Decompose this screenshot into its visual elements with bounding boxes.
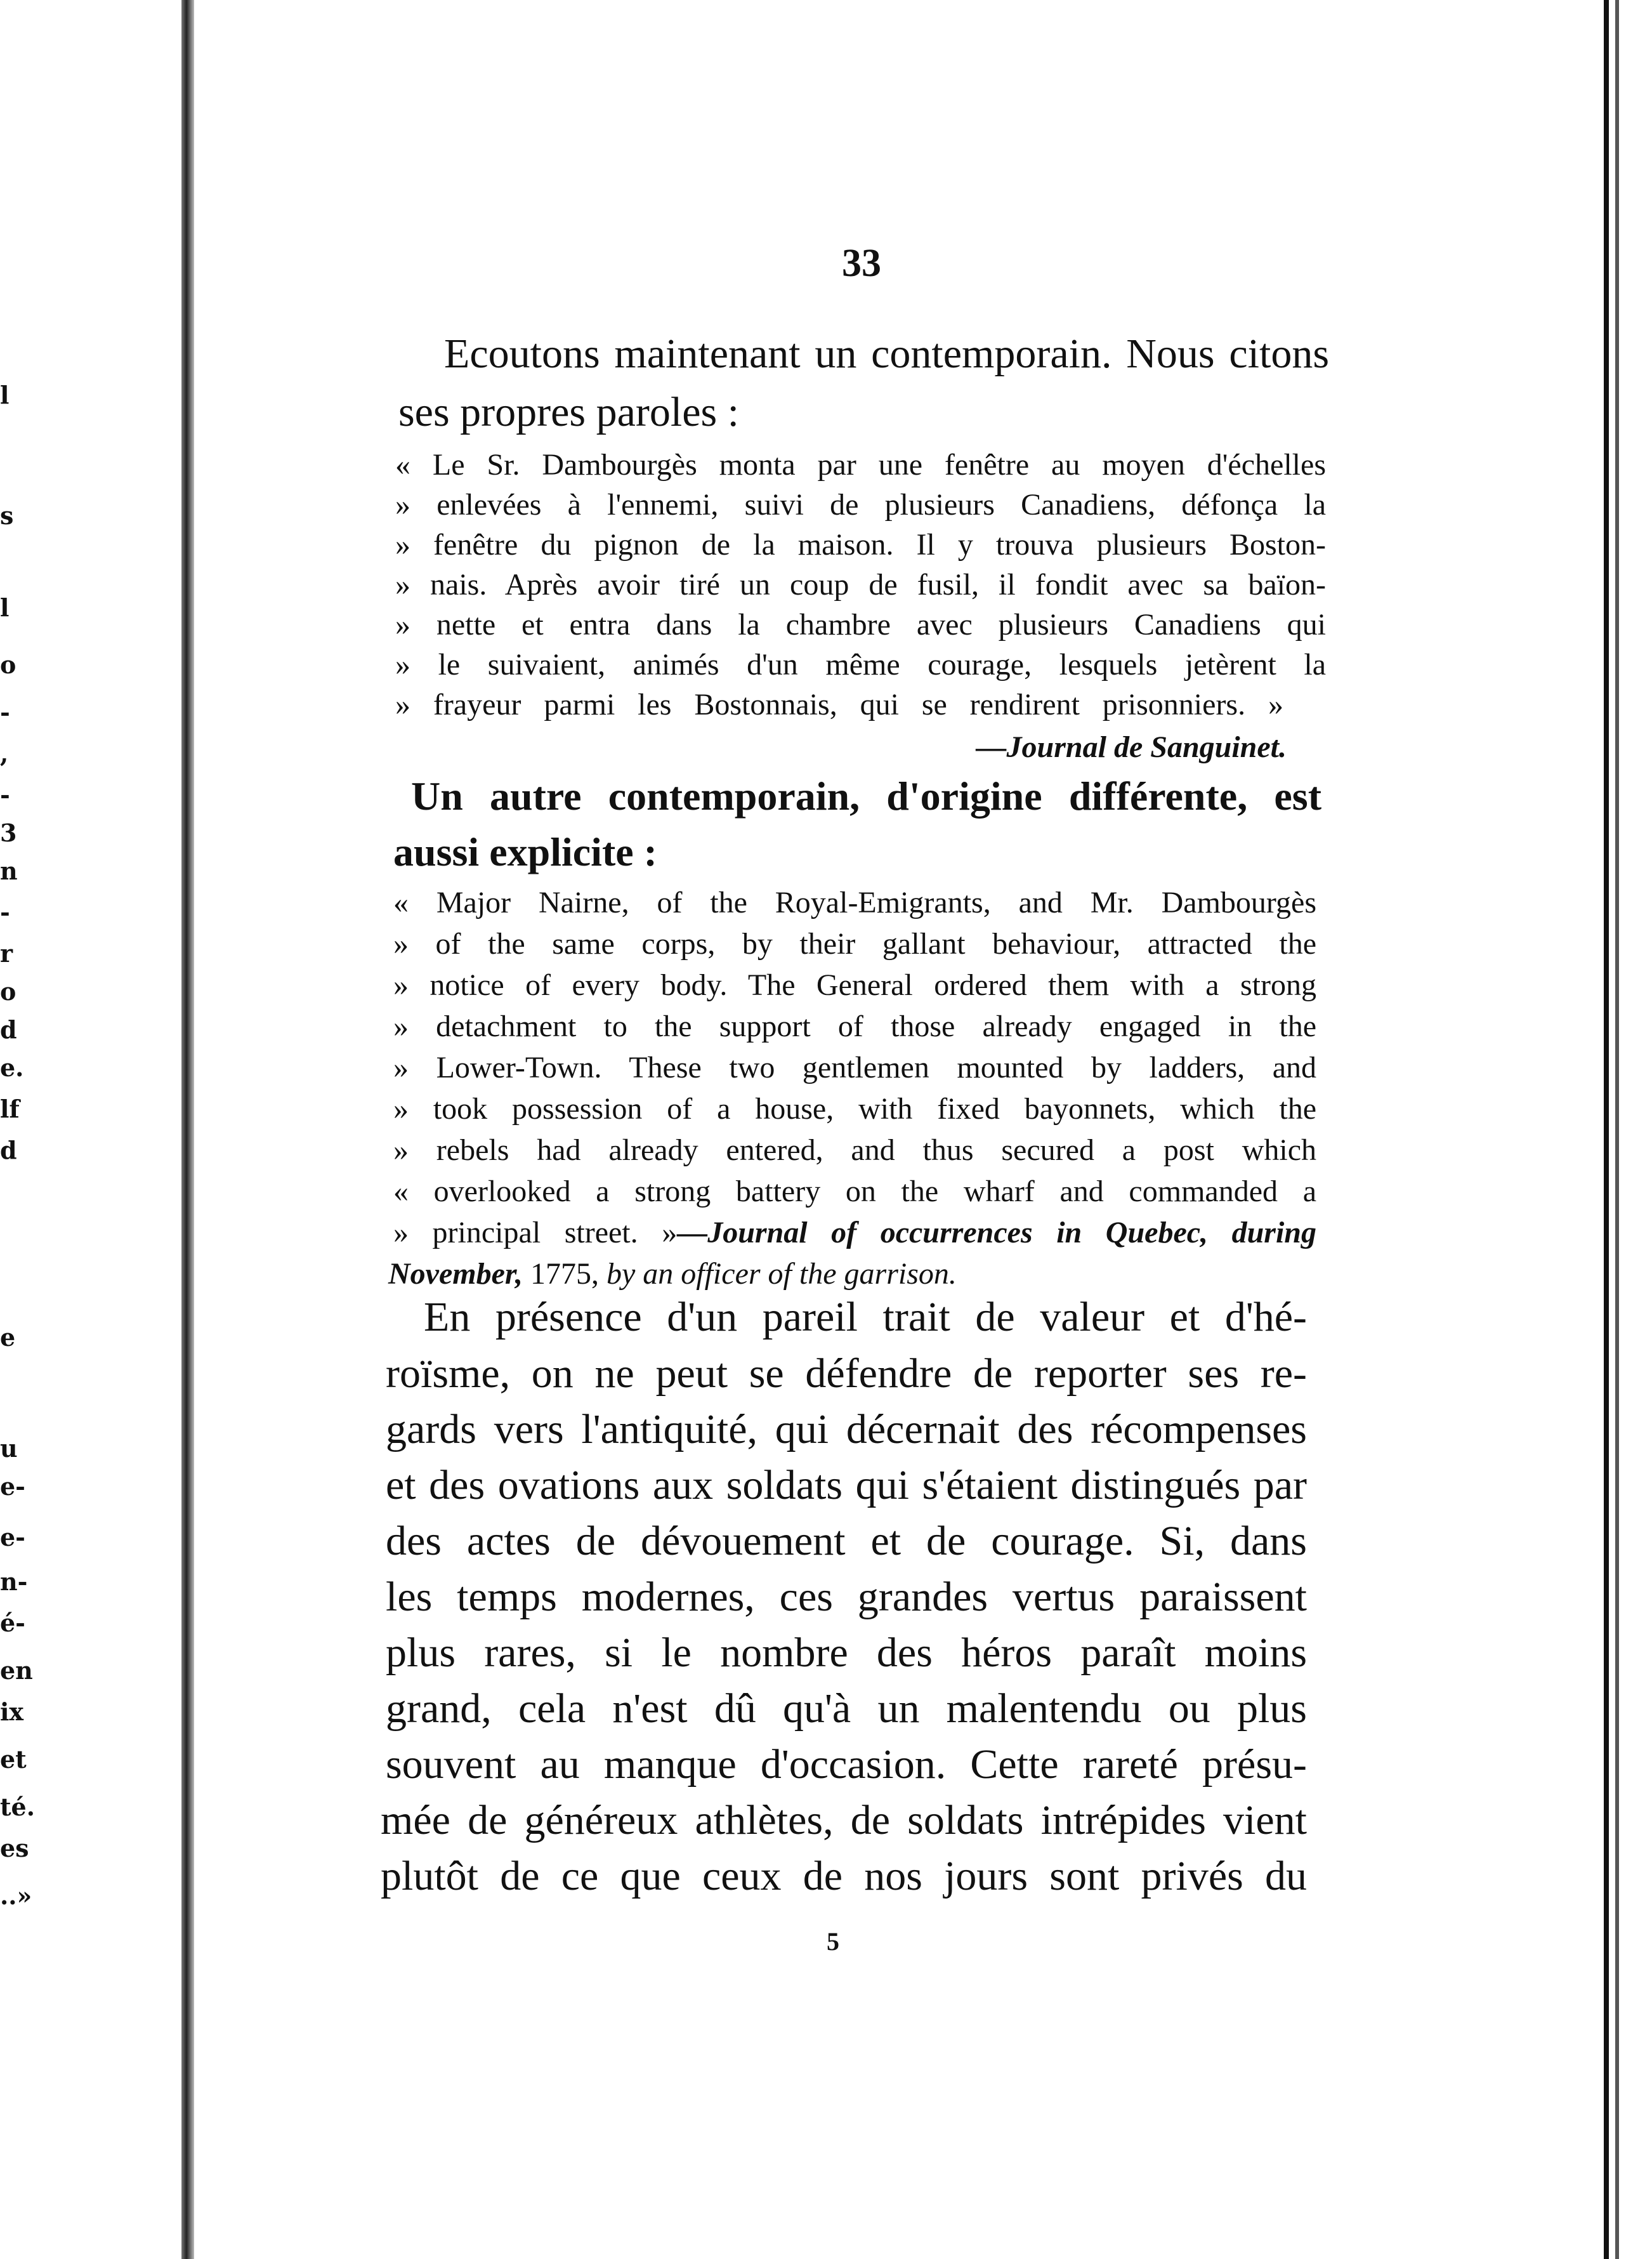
- quote-line: » nette et entra dans la chambre avec plusieurs Canadiens qui: [395, 608, 1326, 642]
- quote-source: —Journal de Sanguinet.: [976, 730, 1287, 764]
- quote-line: « overlooked a strong battery on the wharf and commanded a: [393, 1175, 1316, 1208]
- previous-page-fragment: é-: [0, 1609, 25, 1637]
- previous-page-fragment: en: [0, 1656, 33, 1685]
- quote-line: « Le Sr. Dambourgès monta par une fenêtre au moyen d'échelles: [395, 448, 1326, 482]
- quote-source-month: November,: [388, 1257, 523, 1291]
- previous-page-fragment: té.: [0, 1793, 35, 1821]
- quote-line: » nais. Après avoir tiré un coup de fusil, il fondit avec sa baïon-: [395, 568, 1326, 602]
- previous-page-edge: [0, 0, 181, 2259]
- paragraph-line: roïsme, on ne peut se défendre de reporter ses re-: [386, 1350, 1307, 1397]
- previous-page-fragment: ..»: [0, 1881, 32, 1910]
- paragraph-line: aussi explicite :: [393, 829, 657, 874]
- paragraph-line: plutôt de ce que ceux de nos jours sont privés du: [381, 1853, 1307, 1899]
- page-number: 33: [842, 242, 881, 285]
- quote-line: » took possession of a house, with fixed bayonnets, which the: [393, 1092, 1316, 1126]
- signature-mark: 5: [827, 1927, 839, 1956]
- previous-page-fragment: r: [0, 939, 13, 968]
- previous-page-fragment: l: [0, 593, 10, 622]
- quote-line: » rebels had already entered, and thus secured a post which: [393, 1133, 1316, 1167]
- previous-page-fragment: n: [0, 857, 18, 885]
- quote-source-line: [388, 1256, 1150, 1291]
- quote-line: « Major Nairne, of the Royal-Emigrants, and Mr. Dambourgès: [393, 886, 1316, 919]
- paragraph-line: les temps modernes, ces grandes vertus paraissent: [386, 1574, 1307, 1620]
- quote-line: » frayeur parmi les Bostonnais, qui se rendirent prisonniers. »: [395, 688, 1283, 721]
- quote-line: » notice of every body. The General ordered them with a strong: [393, 968, 1316, 1002]
- quote-line: » fenêtre du pignon de la maison. Il y trouva plusieurs Boston-: [395, 528, 1326, 562]
- previous-page-fragment: e.: [0, 1053, 24, 1082]
- previous-page-fragment: es: [0, 1834, 29, 1862]
- paragraph-line: En présence d'un pareil trait de valeur et d'hé-: [424, 1294, 1307, 1340]
- quote-line: [393, 1215, 1316, 1250]
- previous-page-fragment: e-: [0, 1472, 25, 1501]
- paragraph-line: Ecoutons maintenant un contemporain. Nous citons: [444, 331, 1329, 377]
- quote-line: » of the same corps, by their gallant behaviour, attracted the: [393, 927, 1316, 961]
- previous-page-fragment: -: [0, 698, 10, 727]
- quote-line: » detachment to the support of those already engaged in the: [393, 1010, 1316, 1043]
- paragraph-line: souvent au manque d'occasion. Cette rareté présu-: [386, 1741, 1307, 1788]
- paragraph-line: des actes de dévouement et de courage. Si, dans: [386, 1518, 1307, 1564]
- previous-page-fragment: ,: [0, 739, 9, 768]
- previous-page-fragment: e-: [0, 1523, 25, 1551]
- quote-line: » enlevées à l'ennemi, suivi de plusieurs Canadiens, défonça la: [395, 488, 1326, 522]
- previous-page-fragment: n-: [0, 1567, 28, 1596]
- previous-page-fragment: s: [0, 501, 14, 530]
- previous-page-fragment: l: [0, 381, 10, 409]
- previous-page-fragment: -: [0, 898, 10, 926]
- quote-text: » principal street. »: [393, 1216, 678, 1249]
- previous-page-fragment: -: [0, 780, 10, 809]
- quote-source-year: 1775,: [522, 1257, 606, 1291]
- paragraph-line: ses propres paroles :: [398, 389, 740, 435]
- quote-line: » le suivaient, animés d'un même courage, lesquels jetèrent la: [395, 648, 1326, 682]
- page-edge-right-outer: [1615, 0, 1619, 2259]
- previous-page-fragment: lf: [0, 1095, 20, 1123]
- previous-page-fragment: 3: [0, 819, 17, 847]
- page-edge-right: [1604, 0, 1609, 2259]
- paragraph-line: mée de généreux athlètes, de soldats intrépides vient: [381, 1797, 1307, 1843]
- paragraph-line: et des ovations aux soldats qui s'étaient distingués par: [386, 1462, 1307, 1508]
- paragraph-line: grand, cela n'est dû qu'à un malentendu ou plus: [386, 1685, 1307, 1732]
- paragraph-line: plus rares, si le nombre des héros paraît moins: [386, 1630, 1307, 1676]
- quote-source: —Journal of occurrences in Quebec, during: [677, 1216, 1317, 1249]
- paragraph-line: Un autre contemporain, d'origine différente, est: [411, 774, 1321, 819]
- quote-line: » Lower-Town. These two gentlemen mounted by ladders, and: [393, 1051, 1316, 1084]
- previous-page-fragment: ix: [0, 1697, 24, 1726]
- previous-page-fragment: d: [0, 1015, 17, 1044]
- binding-shadow: [181, 0, 194, 2259]
- paragraph-line: gards vers l'antiquité, qui décernait des récompenses: [386, 1406, 1307, 1452]
- previous-page-fragment: e: [0, 1323, 16, 1352]
- previous-page-fragment: d: [0, 1136, 17, 1164]
- previous-page-fragment: o: [0, 977, 16, 1006]
- previous-page-fragment: o: [0, 650, 16, 679]
- previous-page-fragment: u: [0, 1434, 18, 1463]
- quote-source-author: by an officer of the garrison.: [606, 1257, 957, 1291]
- previous-page-fragment: et: [0, 1745, 27, 1774]
